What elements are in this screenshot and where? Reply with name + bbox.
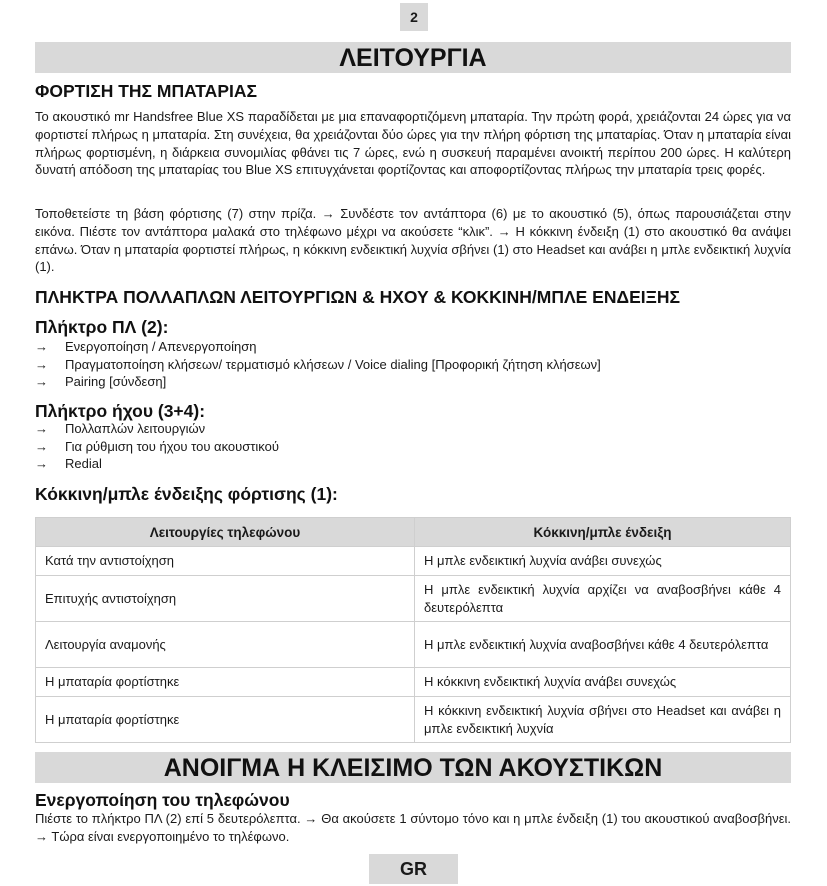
arrow-icon: → (35, 421, 48, 436)
power-on-heading: Ενεργοποίηση του τηλεφώνου (35, 790, 290, 810)
list-item (35, 455, 279, 473)
language-badge: GR (369, 854, 458, 884)
volume-list (35, 420, 279, 473)
arrow-icon: → (35, 438, 48, 454)
table-cell: Η μπλε ενδεικτική λυχνία αρχίζει να αναβοσβήνει κάθε 4 δευτερόλεπτα (415, 576, 791, 622)
indicator-heading: Κόκκινη/μπλε ένδειξης φόρτισης (1): (35, 484, 338, 504)
arrow-icon: → (35, 456, 48, 472)
buttons-heading: ΠΛΗΚΤΡΑ ΠΟΛΛΑΠΛΩΝ ΛΕΙΤΟΥΡΓΙΩΝ & ΗΧΟΥ & ΚΟΚΚΙΝΗ/ΜΠΛΕ ΕΝΔΕΙΞΗΣ (35, 287, 681, 307)
table-cell: Κατά την αντιστοίχηση (36, 547, 415, 576)
list-item-text: Για ρύθμιση του ήχου του ακουστικού (65, 438, 279, 454)
charging-paragraph-2: Τοποθετείστε τη βάση φόρτισης (7) στην πρίζα. → Συνδέστε τον αντάπτορα (6) με το ακουστικό (5), όπως παρουσιάζεται στην εικόνα. Πιέστε τον αντάπτορα μαλακά στο τηλέφωνο μέχρι να ακούσετε “κλικ”. → Η κόκκινη ένδειξη (1) στο ακουστικό θα ανάψει επάνω. Όταν η μπαταρία φορτιστεί πλήρως, η κόκκινη ενδεικτική λυχνία σβήνει (1) στο Headset και ανάβει η μπλε ενδεικτική λυχνία (1). (35, 206, 791, 275)
arrow-icon: → (35, 339, 48, 354)
list-item-text: Πολλαπλών λειτουργιών (65, 421, 206, 436)
page-number: 2 (400, 3, 428, 31)
list-item (35, 420, 279, 438)
section-title-operation: ΛΕΙΤΟΥΡΓΙΑ (35, 42, 791, 73)
list-item-text: Πραγματοποίηση κλήσεων/ τερματισμό κλήσεων / Voice dialing [Προφορική ζήτηση κλήσεων] (65, 356, 601, 372)
list-item-text: Redial (65, 456, 102, 472)
column-header-functions: Λειτουργίες τηλεφώνου (36, 518, 415, 547)
arrow-icon: → (35, 374, 48, 390)
table-row (36, 697, 791, 743)
list-item (35, 373, 601, 391)
multifunction-list (35, 338, 601, 391)
indicator-table (35, 517, 791, 743)
table-cell: Η μπαταρία φορτίστηκε (36, 697, 415, 743)
section-title-open-close: ΑΝΟΙΓΜΑ Η ΚΛΕΙΣΙΜΟ ΤΩΝ ΑΚΟΥΣΤΙΚΩΝ (35, 752, 791, 783)
table-cell: Επιτυχής αντιστοίχηση (36, 576, 415, 622)
charging-paragraph-1: Το ακουστικό mr Handsfree Blue XS παραδίδεται με μια επαναφορτιζόμενη μπαταρία. Την πρώτη φορά, χρειάζονται 24 ώρες για να φορτιστεί πλήρως η μπαταρία. Στη συνέχεια, θα χρειάζονται δύο ώρες για την πλήρη φόρτιση της μπαταρίας. Όταν η μπαταρία είναι πλήρως φορτισμένη, η διάρκεια συνομιλίας φθάνει τις 7 ώρες, ενώ η συσκευή παραμένει ανοικτή περίπου 200 ώρες. Η καλύτερη δυνατή απόδοση της μπαταρίας του Blue XS επιτυγχάνεται φορτίζοντας και αποφορτίζοντας πλήρως την μπαταρία τρεις φορές. (35, 109, 791, 178)
table-cell: Η μπαταρία φορτίστηκε (36, 668, 415, 697)
table-row (36, 576, 791, 622)
list-item-text: Pairing [σύνδεση] (65, 374, 167, 390)
column-header-indicator: Κόκκινη/μπλε ένδειξη (415, 518, 791, 547)
list-item (35, 338, 601, 356)
table-row (36, 622, 791, 668)
list-item-text: Ενεργοποίηση / Απενεργοποίηση (65, 339, 257, 354)
table-cell: Η μπλε ενδεικτική λυχνία αναβοσβήνει κάθε 4 δευτερόλεπτα (415, 622, 791, 668)
power-on-paragraph: Πιέστε το πλήκτρο ΠΛ (2) επί 5 δευτερόλεπτα. → Θα ακούσετε 1 σύντομο τόνο και η μπλε ένδειξη (1) του ακουστικού αναβοσβήνει. → Τώρα είναι ενεργοποιημένο το τηλέφωνο. (35, 811, 791, 844)
table-cell: Η κόκκινη ενδεικτική λυχνία σβήνει στο Headset και ανάβει η μπλε ενδεικτική λυχνία (415, 697, 791, 743)
list-item (35, 438, 279, 456)
table-cell: Η μπλε ενδεικτική λυχνία ανάβει συνεχώς (415, 547, 791, 576)
table-cell: Λειτουργία αναμονής (36, 622, 415, 668)
table-cell: Η κόκκινη ενδεικτική λυχνία ανάβει συνεχώς (415, 668, 791, 697)
list-item (35, 356, 601, 374)
table-header-row (36, 518, 791, 547)
charging-heading: ΦΟΡΤΙΣΗ ΤΗΣ ΜΠΑΤΑΡΙΑΣ (35, 81, 257, 101)
table-row (36, 547, 791, 576)
volume-button-heading: Πλήκτρο ήχου (3+4): (35, 401, 206, 421)
arrow-icon: → (35, 356, 48, 372)
table-row (36, 668, 791, 697)
multifunction-button-heading: Πλήκτρο ΠΛ (2): (35, 317, 169, 337)
